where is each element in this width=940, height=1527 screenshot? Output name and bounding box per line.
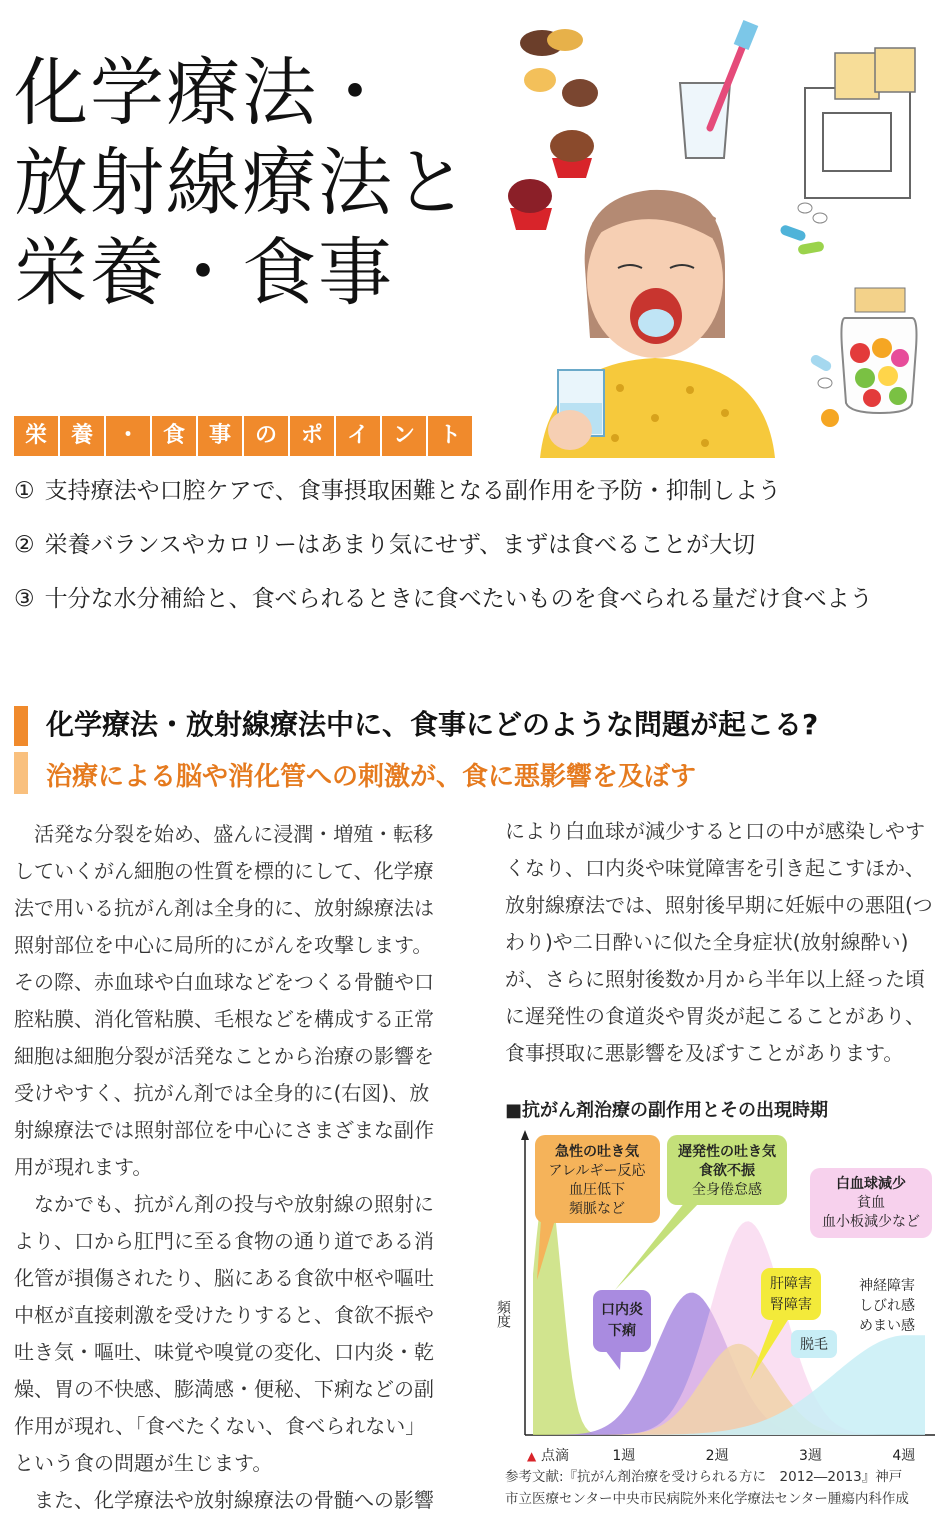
callout-stomatitis	[593, 1290, 651, 1370]
body-line: より、口から肛門に至る食物の通り道である消	[14, 1229, 434, 1253]
callout-bold-2: 食欲不振	[699, 1163, 755, 1179]
side-effect-chart	[495, 1130, 935, 1470]
pills-icon	[779, 203, 833, 388]
patient-figure-icon	[540, 190, 775, 458]
body-left-column	[14, 816, 454, 1519]
body-line: 細胞は細胞分裂が活発なことから治療の影響を	[14, 1044, 434, 1068]
callout-wbc-decrease	[810, 1168, 932, 1238]
y-axis-arrow-icon	[521, 1130, 529, 1140]
body-line: 受けやすく、抗がん剤では全身的に(右図)、放	[14, 1081, 430, 1105]
x-tick-label: 4週	[892, 1448, 916, 1464]
callout-line: 神経障害	[859, 1278, 915, 1294]
body-line: という食の問題が生じます。	[14, 1451, 273, 1475]
badge-char: 養	[60, 416, 104, 456]
point-item	[14, 586, 929, 612]
point-item	[14, 478, 929, 504]
body-line: が、さらに照射後数か月から半年以上経った頃	[505, 967, 925, 991]
body-line: 法で用いる抗がん剤は全身的に、放射線療法は	[14, 896, 434, 920]
body-line: 用が現れます。	[14, 1155, 153, 1179]
callout-line: 血圧低下	[569, 1182, 625, 1198]
title-line-3: 栄養・食事	[14, 230, 394, 316]
point-text: 栄養バランスやカロリーはあまり気にせず、まずは食べることが大切	[44, 532, 756, 558]
points-badge	[14, 416, 474, 456]
callout-bold: 白血球減少	[836, 1176, 906, 1192]
callout-bold: 口内炎	[601, 1302, 643, 1318]
title-line-1: 化学療法・	[14, 50, 394, 136]
point-number: ①	[14, 478, 35, 504]
body-line: 化管が損傷されたり、脳にある食欲中枢や嘔吐	[14, 1266, 434, 1290]
body-line: により白血球が減少すると口の中が感染しやす	[505, 819, 925, 843]
page-title	[14, 48, 484, 318]
candy-jar-icon	[821, 288, 917, 427]
badge-char: イ	[336, 416, 380, 456]
callout-line: めまい感	[859, 1318, 915, 1334]
points-list	[14, 478, 929, 640]
chart-title: ■抗がん剤治療の副作用とその出現時期	[505, 1100, 829, 1121]
body-line: くなり、口内炎や味覚障害を引き起こすほか、	[505, 856, 925, 880]
badge-char: 栄	[14, 416, 58, 456]
callout-neuropathy	[859, 1277, 915, 1334]
point-text: 十分な水分補給と、食べられるときに食べたいものを食べられる量だけ食べよう	[44, 586, 873, 612]
callout-line: 頻脈など	[569, 1201, 625, 1217]
callout-line: しびれ感	[859, 1298, 915, 1314]
point-number: ②	[14, 532, 35, 558]
callout-bold: 遅発性の吐き気	[678, 1144, 776, 1160]
callout-line: 脱毛	[800, 1337, 828, 1353]
callout-line: 血小板減少など	[822, 1214, 920, 1230]
callout-bold: 急性の吐き気	[555, 1144, 639, 1160]
callout-hair-loss	[791, 1330, 837, 1358]
badge-char: ポ	[290, 416, 334, 456]
badge-char: ト	[428, 416, 472, 456]
badge-char: ン	[382, 416, 426, 456]
body-line: 腔粘膜、消化管粘膜、毛根などを構成する正常	[14, 1007, 434, 1031]
callout-line: 全身倦怠感	[692, 1182, 762, 1198]
y-axis-label: 頻度	[495, 1300, 511, 1328]
callout-line: アレルギー反応	[548, 1163, 646, 1179]
body-line: 照射部位を中心に局所的にがんを攻撃します。	[14, 933, 433, 957]
body-line: 作用が現れ、「食べたくない、食べられない」	[14, 1414, 426, 1438]
point-text: 支持療法や口腔ケアで、食事摂取困難となる副作用を予防・抑制しよう	[44, 478, 781, 504]
subheading-accent-bar	[14, 752, 28, 794]
body-line: 食事摂取に悪影響を及ぼすことがあります。	[505, 1041, 904, 1065]
medicine-packet-icon	[805, 48, 915, 198]
cup-toothbrush-icon	[680, 20, 758, 158]
x-tick-label: 点滴	[541, 1448, 569, 1464]
badge-char: 食	[152, 416, 196, 456]
callout-line: 貧血	[857, 1195, 885, 1211]
body-line: に遅発性の食道炎や胃炎が起こることがあり、	[505, 1004, 925, 1028]
body-line: 中枢が直接刺激を受けたりすると、食欲不振や	[14, 1303, 434, 1327]
body-line: その際、赤血球や白血球などをつくる骨髄や口	[14, 970, 434, 994]
callout-line: 肝障害	[770, 1276, 812, 1292]
badge-char: 事	[198, 416, 242, 456]
section-subheading: 治療による脳や消化管への刺激が、食に悪影響を及ぼす	[46, 762, 697, 792]
heading-accent-bar	[14, 706, 28, 746]
reference-note	[505, 1466, 930, 1510]
point-number: ③	[14, 586, 35, 612]
x-tick-marker: ▲	[527, 1449, 537, 1463]
body-line: 吐き気・嘔吐、味覚や嗅覚の変化、口内炎・乾	[14, 1340, 434, 1364]
callout-line: 腎障害	[770, 1297, 812, 1313]
section-heading: 化学療法・放射線療法中に、食事にどのような問題が起こる?	[46, 708, 819, 741]
body-line: していくがん細胞の性質を標的にして、化学療	[14, 859, 434, 883]
body-line: 燥、胃の不快感、膨満感・便秘、下痢などの副	[14, 1377, 434, 1401]
point-item	[14, 532, 929, 558]
body-line: 放射線療法では、照射後早期に妊娠中の悪阻(つ	[505, 893, 933, 917]
body-line: なかでも、抗がん剤の投与や放射線の照射に	[14, 1192, 434, 1216]
body-line: 射線療法では照射部位を中心にさまざまな副作	[14, 1118, 434, 1142]
x-tick-label: 3週	[799, 1448, 822, 1464]
body-line: また、化学療法や放射線療法の骨髄への影響	[14, 1488, 434, 1512]
reference-line-2: 市立医療センター中央市民病院外来化学療法センター腫瘍内科作成	[505, 1491, 909, 1507]
body-line: 活発な分裂を始め、盛んに浸潤・増殖・転移	[14, 822, 434, 846]
x-tick-label: 1週	[612, 1448, 636, 1464]
patient-illustration	[480, 18, 935, 458]
body-line: わり)や二日酔いに似た全身症状(放射線酔い)	[505, 930, 909, 954]
callout-bold-2: 下痢	[608, 1323, 636, 1339]
badge-char: の	[244, 416, 288, 456]
body-right-column	[505, 813, 935, 1072]
reference-line-1: 参考文献:『抗がん剤治療を受けられる方に 2012―2013』神戸	[505, 1469, 903, 1485]
x-tick-label: 2週	[705, 1448, 729, 1464]
badge-char: ・	[106, 416, 150, 456]
title-line-2: 放射線療法と	[14, 140, 470, 226]
chocolates-icon	[508, 29, 598, 230]
